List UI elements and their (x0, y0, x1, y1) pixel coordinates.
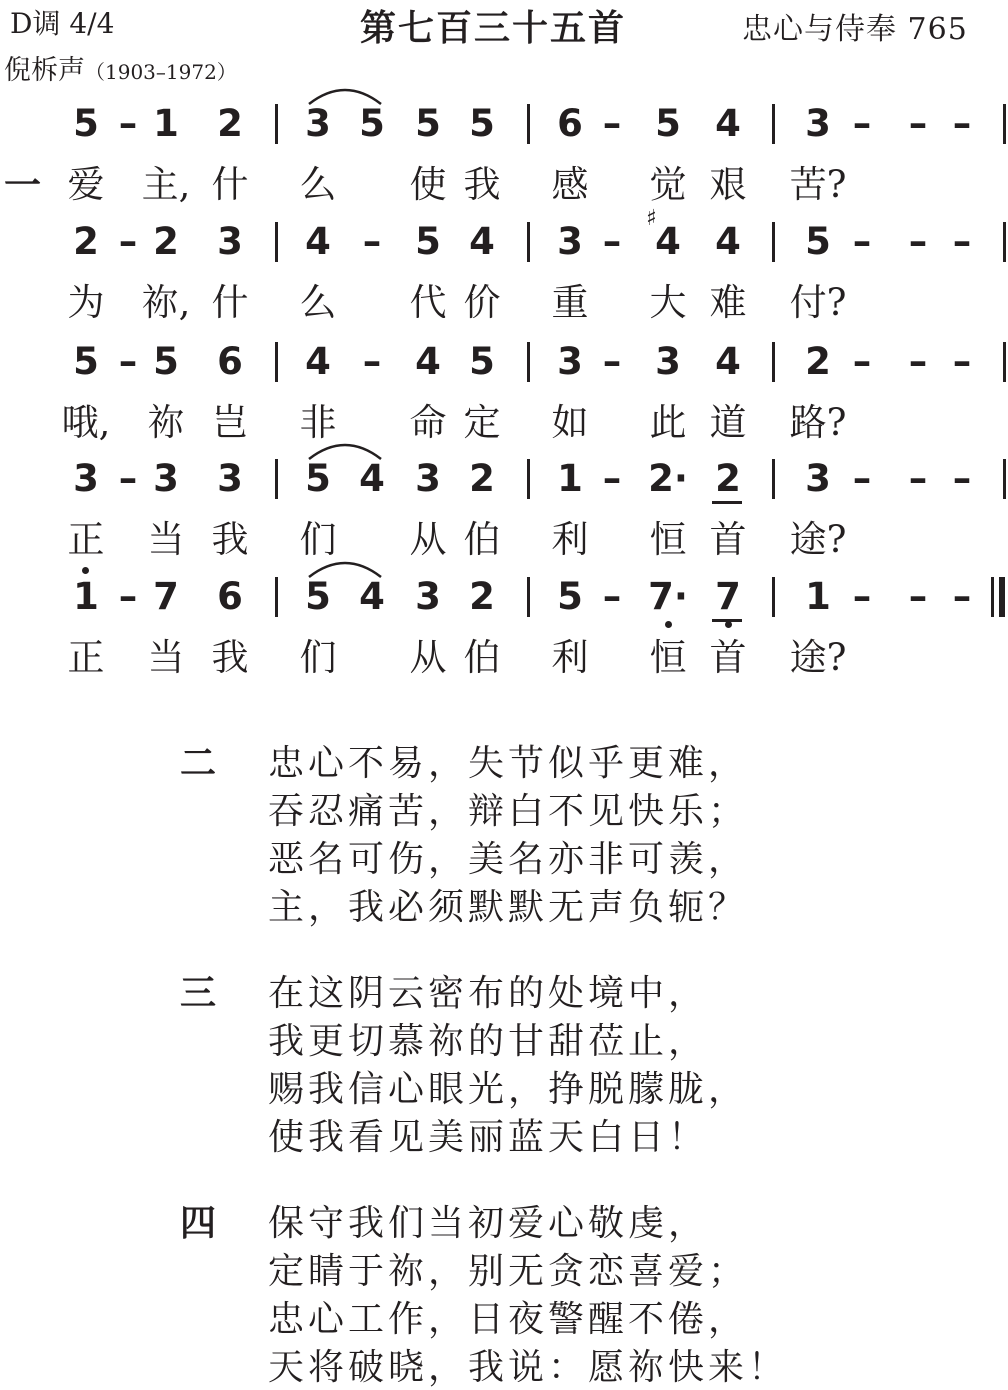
lyric-syllable: 路? (789, 401, 847, 444)
note: 7· (648, 575, 688, 618)
lyric-syllable: 代 (409, 281, 447, 324)
stanza-line: 保守我们当初爱心敬虔， (268, 1203, 709, 1244)
stanza-number: 四 (180, 1202, 217, 1244)
stanza-line: 恶名可伤，美名亦非可羡， (268, 839, 749, 880)
stanza-number: 三 (180, 972, 217, 1014)
note: – (908, 575, 928, 618)
lyric-syllable: 难 (709, 281, 747, 324)
barline (527, 342, 530, 382)
lyric-syllable: 恒 (649, 636, 687, 679)
note: 2 (715, 457, 741, 500)
lyric-syllable: 伯 (463, 518, 501, 561)
note: – (852, 220, 872, 263)
eighth-note-underline (712, 619, 742, 622)
note: 4 (715, 220, 741, 263)
barline (1003, 222, 1006, 262)
barline (772, 342, 775, 382)
barline (991, 577, 994, 617)
note: 3 (415, 575, 441, 618)
note: 3 (415, 457, 441, 500)
note: 5 (305, 575, 331, 618)
lyric-syllable: 爱 (67, 163, 105, 206)
stanza-line: 忠心不易，失节似乎更难， (268, 743, 749, 784)
lyric-syllable: 途? (789, 518, 847, 561)
note: 3 (805, 457, 831, 500)
note: 4 (359, 457, 385, 500)
lyric-syllable: 么 (299, 281, 337, 324)
note: – (952, 457, 972, 500)
lyric-syllable: 此 (649, 401, 687, 444)
note: 2 (469, 457, 495, 500)
note: 5 (73, 340, 99, 383)
lyric-syllable: 从 (409, 636, 447, 679)
note: – (118, 102, 138, 145)
author-years: （1903–1972） (85, 60, 237, 84)
stanza-line: 使我看见美丽蓝天白日！ (268, 1117, 709, 1158)
barline (527, 222, 530, 262)
note: 4 (715, 102, 741, 145)
note: – (118, 340, 138, 383)
hymn-category: 忠心与侍奉 765 (742, 12, 968, 47)
note: – (118, 220, 138, 263)
note: – (118, 575, 138, 618)
lyric-syllable: 感 (551, 163, 589, 206)
lyric-syllable: 我 (463, 163, 501, 206)
lyric-syllable: 祢 (147, 401, 185, 444)
note: 5 (153, 340, 179, 383)
lyric-syllable: 主, (141, 163, 191, 206)
barline (275, 104, 278, 144)
barline (275, 459, 278, 499)
lyric-syllable: 觉 (649, 163, 687, 206)
note: 4 (715, 340, 741, 383)
lyric-syllable: 首 (709, 518, 747, 561)
author (4, 48, 237, 87)
note: 4 (359, 575, 385, 618)
barline (527, 104, 530, 144)
note: 5 (805, 220, 831, 263)
note: 3 (217, 457, 243, 500)
note: 2 (73, 220, 99, 263)
note: – (602, 220, 622, 263)
octave-dot (82, 567, 89, 574)
note: 3 (655, 340, 681, 383)
note: 6 (217, 340, 243, 383)
stanza-line: 忠心工作，日夜警醒不倦， (268, 1299, 749, 1340)
lyric-syllable: 利 (551, 636, 589, 679)
note: 1 (805, 575, 831, 618)
lyric-syllable: 大 (649, 281, 687, 324)
barline (527, 577, 530, 617)
lyric-syllable: 正 (67, 636, 105, 679)
lyric-syllable: 非 (299, 401, 337, 444)
lyric-syllable: 苦? (789, 163, 847, 206)
lyric-syllable: 首 (709, 636, 747, 679)
note: 3 (805, 102, 831, 145)
note: 5 (305, 457, 331, 500)
barline (1003, 104, 1006, 144)
barline (275, 342, 278, 382)
lyric-syllable: 当 (147, 518, 185, 561)
note: 5 (359, 102, 385, 145)
note: 1 (153, 102, 179, 145)
barline (527, 459, 530, 499)
stanza-line: 在这阴云密布的处境中， (268, 973, 709, 1014)
barline (275, 222, 278, 262)
barline (275, 577, 278, 617)
note: – (852, 340, 872, 383)
note: – (908, 340, 928, 383)
note: 3 (557, 220, 583, 263)
note: 5 (655, 102, 681, 145)
note: 5 (469, 340, 495, 383)
barline (772, 222, 775, 262)
slur (305, 82, 385, 106)
note: 1 (557, 457, 583, 500)
final-barline (999, 577, 1005, 617)
lyric-syllable: 为 (67, 281, 105, 324)
barline (772, 459, 775, 499)
octave-dot (725, 621, 732, 628)
lyric-syllable: 定 (463, 401, 501, 444)
stanza-line: 赐我信心眼光，挣脱朦胧， (268, 1069, 749, 1110)
lyric-syllable: 当 (147, 636, 185, 679)
lyric-syllable: 价 (463, 281, 501, 324)
note: 4 (415, 340, 441, 383)
note: 5 (415, 102, 441, 145)
note: 4 (305, 340, 331, 383)
lyric-syllable: 祢, (141, 281, 191, 324)
lyric-syllable: 使 (409, 163, 447, 206)
lyric-syllable: 伯 (463, 636, 501, 679)
barline (772, 577, 775, 617)
lyric-syllable: 什 (211, 163, 249, 206)
note: 3 (557, 340, 583, 383)
note: – (852, 575, 872, 618)
stanza-line: 主，我必须默默无声负轭？ (268, 887, 749, 928)
note: 3 (153, 457, 179, 500)
stanza-line: 定睛于祢，别无贪恋喜爱； (268, 1251, 749, 1292)
lyric-syllable: 利 (551, 518, 589, 561)
lyric-syllable: 命 (409, 401, 447, 444)
stanza-line: 吞忍痛苦，辩白不见快乐； (268, 791, 749, 832)
lyric-syllable: 艰 (709, 163, 747, 206)
lyric-syllable: 岂 (211, 401, 249, 444)
lyric-syllable: 们 (299, 636, 337, 679)
lyric-syllable: 道 (709, 401, 747, 444)
hymn-title: 第七百三十五首 (360, 8, 627, 49)
note: – (852, 102, 872, 145)
note: 3 (217, 220, 243, 263)
lyric-syllable: 重 (551, 281, 589, 324)
note: 5 (469, 102, 495, 145)
note: 4 (655, 220, 681, 263)
key-signature: D调 4/4 (10, 7, 115, 40)
note: 7 (715, 575, 741, 618)
slur (305, 555, 385, 579)
note: – (602, 102, 622, 145)
note: 2 (469, 575, 495, 618)
note: – (602, 575, 622, 618)
note: 4 (305, 220, 331, 263)
note: – (952, 220, 972, 263)
verse-number: 一 (4, 163, 41, 207)
lyric-syllable: 们 (299, 518, 337, 561)
note: – (952, 340, 972, 383)
lyric-syllable: 如 (551, 401, 589, 444)
note: 6 (217, 575, 243, 618)
barline (1003, 459, 1006, 499)
note: 6 (557, 102, 583, 145)
note: – (602, 457, 622, 500)
lyric-syllable: 哦, (61, 401, 111, 444)
lyric-syllable: 恒 (649, 518, 687, 561)
note: 2 (153, 220, 179, 263)
note: 2 (805, 340, 831, 383)
note: – (362, 340, 382, 383)
note: 3 (305, 102, 331, 145)
note: – (908, 457, 928, 500)
note: 7 (153, 575, 179, 618)
sharp-sign: ♯ (646, 206, 657, 231)
barline (772, 104, 775, 144)
lyric-syllable: 从 (409, 518, 447, 561)
lyric-syllable: 付? (789, 281, 847, 324)
lyric-syllable: 我 (211, 636, 249, 679)
stanza-line: 天将破晓，我说：愿祢快来！ (268, 1347, 789, 1388)
barline (1003, 342, 1006, 382)
note: – (852, 457, 872, 500)
note: 5 (415, 220, 441, 263)
note: – (362, 220, 382, 263)
lyric-syllable: 途? (789, 636, 847, 679)
note: 5 (557, 575, 583, 618)
octave-dot (665, 621, 672, 628)
note: – (602, 340, 622, 383)
note: – (952, 575, 972, 618)
lyric-syllable: 我 (211, 518, 249, 561)
stanza-line: 我更切慕祢的甘甜莅止， (268, 1021, 709, 1062)
note: 5 (73, 102, 99, 145)
note: – (118, 457, 138, 500)
eighth-note-underline (712, 501, 742, 504)
note: 1 (73, 575, 99, 618)
note: 3 (73, 457, 99, 500)
note: – (908, 102, 928, 145)
slur (305, 437, 385, 461)
note: 2· (648, 457, 688, 500)
author-name: 倪柝声 (4, 55, 85, 86)
note: – (908, 220, 928, 263)
note: 2 (217, 102, 243, 145)
stanza-number: 二 (180, 742, 217, 784)
lyric-syllable: 么 (299, 163, 337, 206)
note: – (952, 102, 972, 145)
note: 4 (469, 220, 495, 263)
lyric-syllable: 正 (67, 518, 105, 561)
lyric-syllable: 什 (211, 281, 249, 324)
